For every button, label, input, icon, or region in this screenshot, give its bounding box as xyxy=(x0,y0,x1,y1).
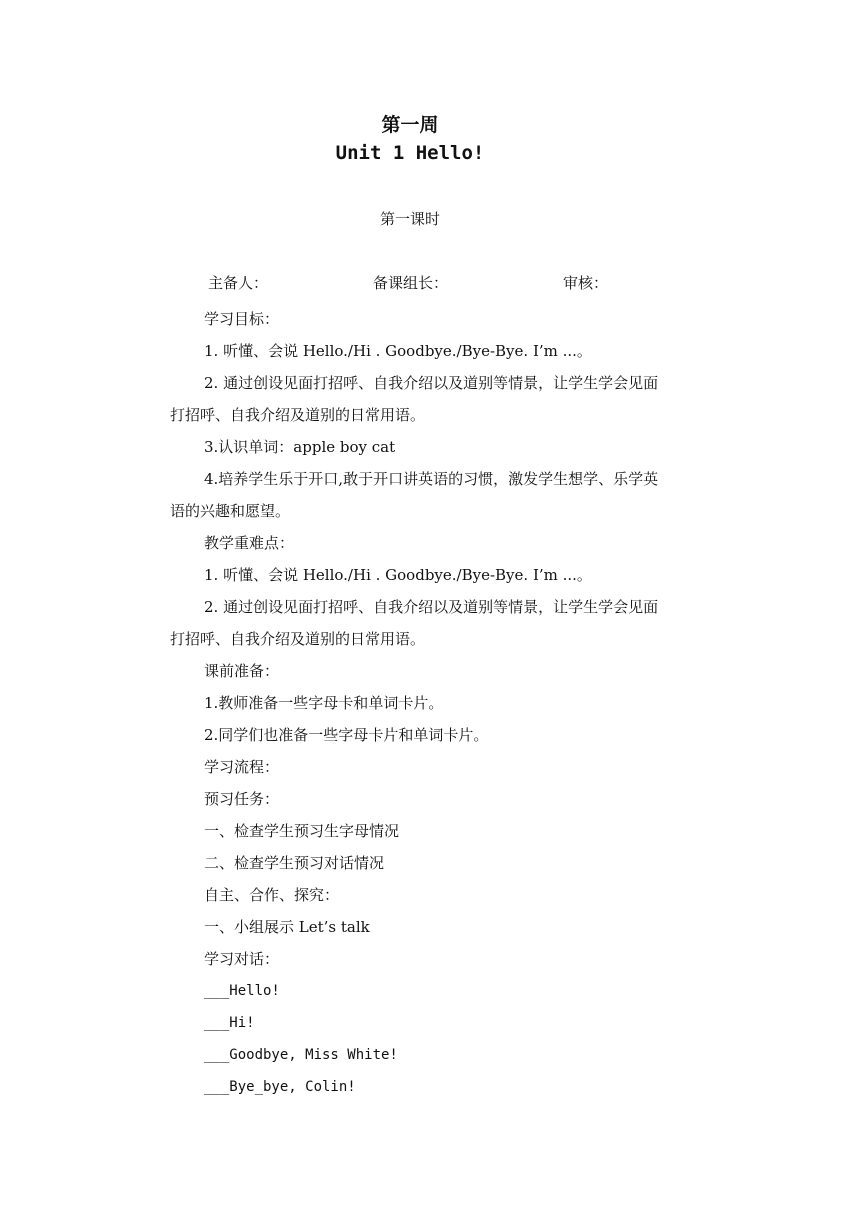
task-item: 一、小组展示 Let’s talk xyxy=(204,918,370,936)
preparation-item: 1.教师准备一些字母卡和单词卡片。 xyxy=(204,694,444,712)
section-heading: 学习目标： xyxy=(204,310,280,328)
section-heading: 课前准备： xyxy=(204,662,280,680)
dialogue-line: ___Hi! xyxy=(204,1015,255,1031)
section-heading: 学习对话： xyxy=(204,950,280,968)
key-point-item: 2. 通过创设见面打招呼、自我介绍以及道别等情景，让学生学会见面打招呼、自我介绍及道别的日常用语。 xyxy=(170,598,659,648)
group-leader-label: 备课组长： xyxy=(373,274,449,292)
key-point-item: 1. 听懂、会说 Hello./Hi . Goodbye./Bye-Bye. I’m ...。 xyxy=(204,566,592,584)
lead-preparer-label: 主备人： xyxy=(208,274,269,292)
dialogue-line: ___Hello! xyxy=(204,983,280,999)
dialogue-line: ___Bye_bye, Colin! xyxy=(204,1079,356,1095)
section-heading: 自主、合作、探究： xyxy=(204,886,340,904)
objective-item: 2. 通过创设见面打招呼、自我介绍以及道别等情景，让学生学会见面打招呼、自我介绍及道别的日常用语。 xyxy=(170,374,659,424)
dialogue-line: ___Goodbye, Miss White! xyxy=(204,1047,398,1063)
objective-item: 1. 听懂、会说 Hello./Hi . Goodbye./Bye-Bye. I’m ...。 xyxy=(204,342,592,360)
reviewer-label: 审核： xyxy=(563,274,609,292)
week-title: 第一周 xyxy=(381,114,439,136)
lesson-body xyxy=(170,303,660,1103)
unit-title: Unit 1 Hello! xyxy=(335,142,485,164)
section-heading: 学习流程： xyxy=(204,758,280,776)
section-heading: 预习任务： xyxy=(204,790,280,808)
preparation-item: 2.同学们也准备一些字母卡片和单词卡片。 xyxy=(204,726,489,744)
lesson-title: 第一课时 xyxy=(379,210,440,228)
objective-item: 3.认识单词：apple boy cat xyxy=(204,438,396,456)
task-item: 一、检查学生预习生字母情况 xyxy=(204,822,400,840)
objective-item: 4.培养学生乐于开口,敢于开口讲英语的习惯，激发学生想学、乐学英语的兴趣和愿望。 xyxy=(170,470,659,520)
section-heading: 教学重难点： xyxy=(204,534,295,552)
task-item: 二、检查学生预习对话情况 xyxy=(204,854,385,872)
